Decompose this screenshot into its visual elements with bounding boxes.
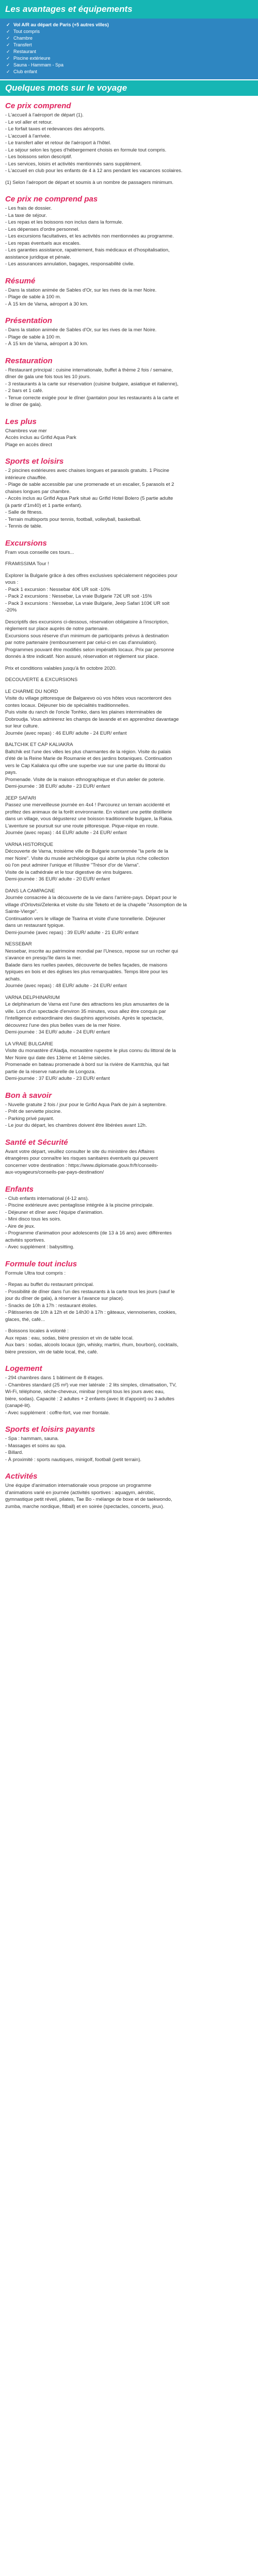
text-line: Wi-Fi, téléphone, sèche-cheveux, minibar (rempli tous les jours avec eau, (5, 1389, 165, 1395)
text-line: L'aventure se poursuit sur une route pittoresque. Pique-nique en route. (5, 823, 159, 829)
text-line: - Les boissons selon descriptif. (5, 154, 72, 160)
text-line: - Déjeuner et dîner avec l'équipe d'animation. (5, 1209, 104, 1215)
text-line: - L'accueil en club pour les enfants de 4 à 12 ans pendant les vacances scolaires. (5, 168, 183, 174)
text-line: Fram vous conseille ces tours... (5, 549, 74, 555)
text-line: donnés à titre indicatif. Non assuré, réservation et règlement sur place. (5, 654, 159, 659)
text-line: Puis visite du ranch de l'oncle Tonhko, dans les plaines interminables de (5, 709, 162, 715)
text-line: Journée (avec repas) : 48 EUR/ adulte - 24 EUR/ enfant (5, 983, 127, 989)
text-line: - Le vol aller et retour. (5, 119, 53, 125)
text-line: règlement sur place auprès de notre partenaire. (5, 626, 109, 632)
text-line: pays. (5, 770, 17, 775)
text-line: - Avec supplément : coffre-fort, vue mer frontale. (5, 1410, 110, 1416)
section-paragraph (5, 994, 253, 1036)
text-line: typiques en bois et des églises les plus remarquables. Temps libre pour les (5, 969, 168, 975)
text-line: VARNA DELPHINARIUM (5, 994, 60, 1001)
advantage-label: Vol A/R au départ de Paris (+5 autres villes) (13, 22, 109, 27)
text-line: - Massages et soins au spa. (5, 1443, 67, 1449)
text-line: s'avance en presqu'île dans la mer. (5, 955, 82, 961)
section-paragraph (5, 287, 253, 308)
text-line: - Nuvelle gratuite 2 fois / jour pour le Grifid Aqua Park de juin à septembre. (5, 1101, 167, 1108)
section-paragraph (5, 741, 253, 790)
text-line: - Les excursions facultatives, et les activités non mentionnées au programme. (5, 233, 174, 239)
text-line: NESSEBAR (5, 941, 32, 947)
text-line: vous : (5, 580, 19, 585)
text-line: DANS LA CAMPAGNE (5, 888, 55, 894)
text-line: Avant votre départ, veuillez consulter le site du ministère des Affaires (5, 1148, 155, 1155)
text-line: activités sportives. (5, 1237, 45, 1243)
advantage-label: Club enfant (13, 69, 38, 74)
text-line: - Le séjour selon les types d'hébergement choisis en formule tout compris. (5, 147, 167, 153)
advantage-item (6, 55, 252, 62)
text-line: - Restaurant principal : cuisine internationale, buffet à thème 2 fois / semaine, (5, 367, 173, 373)
logement-heading: Logement (5, 1364, 42, 1373)
text-line: mer Noire". Visite du musée archéologique qui abrite la plus riche collection (5, 855, 169, 861)
advantage-item (6, 35, 252, 42)
section-paragraph (5, 676, 253, 684)
text-line: - Accès inclus au Grifid Aqua Park situé au Grifid Hotel Bolero (5 partie adulte (5, 496, 173, 501)
text-line: VARNA HISTORIQUE (5, 841, 54, 848)
text-line: Visite du village pittoresque de Balgarevo où vos hôtes vous raconteront des (5, 696, 171, 701)
advantages-panel (0, 19, 258, 79)
advantage-label: Tout compris (13, 29, 40, 34)
advantage-label: Restaurant (13, 49, 37, 54)
text-line: Aux repas : eau, sodas, bière pression et vin de table local. (5, 1335, 134, 1341)
section-paragraph (5, 367, 253, 409)
trip-header (0, 80, 258, 96)
text-line: Découverte de Varna, troisième ville de Bulgarie surnommée "la perle de la (5, 849, 168, 854)
text-line: - 2 bars et 1 café. (5, 388, 43, 394)
section-paragraph (5, 841, 253, 883)
text-line: (1) Selon l'aéroport de départ et soumis à un nombre de passagers minimum. (5, 179, 174, 185)
text-line: - Possibilité de dîner dans l'un des restaurants à la carte tous les jours (sauf le (5, 1289, 175, 1295)
enfants-heading: Enfants (5, 1184, 34, 1194)
text-line: - Le jour du départ, les chambres doivent être libérées avant 12h. (5, 1123, 147, 1128)
section-paragraph (5, 549, 253, 556)
text-line: Dobroudja. Vous admirerez les champs de lavande et en apprendrez davantage (5, 716, 179, 722)
section-paragraph (5, 1148, 253, 1176)
text-line: - Parking privé payant. (5, 1115, 55, 1122)
text-line: dîner de gala une fois tous les 10 jours. (5, 374, 91, 380)
text-line: - Les frais de dossier. (5, 206, 52, 211)
text-line: - La taxe de séjour. (5, 212, 47, 218)
section-paragraph (5, 428, 253, 449)
text-line: - Piscine extérieure avec pentaglisse intégrée à la piscine principale. (5, 1202, 154, 1208)
text-line: Demi-journée (avec repas) : 39 EUR/ adulte - 21 EUR/ enfant (5, 929, 139, 936)
text-line: - Repas au buffet du restaurant principal. (5, 1282, 94, 1287)
text-line: - Le transfert aller et retour de l'aéroport à l'hôtel. (5, 140, 111, 146)
text-line: - Club enfants international (4-12 ans). (5, 1195, 89, 1201)
text-line: - À proximité : sports nautiques, minigolf, football (petit terrain). (5, 1456, 142, 1463)
text-line: JEEP SAFARI (5, 795, 37, 801)
advantage-label: Transfert (13, 42, 32, 47)
advantages-list (6, 22, 252, 75)
formule-tout-inclus-heading: Formule tout inclus (5, 1259, 77, 1268)
text-line: Aux bars : sodas, alcools locaux (gin, whisky, martini, rhum, bourbon), cocktails, (5, 1342, 179, 1348)
text-line: Visite de la cathédrale et le tour digestive de vins bulgares. (5, 869, 133, 875)
text-line: sur leur culture. (5, 723, 39, 729)
text-line: Sainte-Vierge". (5, 909, 38, 914)
text-line: Journée (avec repas) : 46 EUR/ adulte - 24 EUR/ enfant (5, 730, 127, 736)
text-line: village d'Orlovtsi/Zelenka et visite du site Teketo et de la chapelle "Assomption de la (5, 902, 187, 908)
text-line: d'été de la Reine Marie de Roumanie et des jardins botaniques. Continuation (5, 756, 172, 761)
text-line: - Dans la station animée de Sables d'Or, sur les rives de la mer Noire. (5, 287, 157, 293)
text-line: FRAMISSIMA Tour ! (5, 561, 49, 567)
section-paragraph (5, 572, 253, 614)
text-line: Prix et conditions valables jusqu'à fin octobre 2020. (5, 665, 117, 671)
text-line: - Dans la station animée de Sables d'Or, sur les rives de la mer Noire. (5, 327, 157, 333)
section-paragraph (5, 941, 253, 990)
text-line: profitez des animaux de la forêt environnante. En visitant une petite distillerie (5, 809, 172, 815)
check-icon: ✓ (6, 69, 10, 74)
text-line: - Pack 1 excursion : Nessebar 40€ UR soit -10% (5, 586, 110, 592)
text-line: Promenade en bateau promenade à bord sur la rivière de Kamtchia, qui fait (5, 1062, 169, 1067)
section-paragraph (5, 619, 253, 660)
check-icon: ✓ (6, 49, 10, 54)
section-paragraph (5, 205, 253, 268)
advantage-item (6, 62, 252, 69)
text-line: - 294 chambres dans 1 bâtiment de 8 étages. (5, 1375, 104, 1381)
sante-et-securite-heading: Santé et Sécurité (5, 1138, 68, 1147)
text-line: par notre partenaire (remboursement par celui-ci en cas d'annulation). (5, 640, 157, 646)
text-line: - Prêt de serviette piscine. (5, 1109, 62, 1114)
text-line: intérieure chauffée. (5, 474, 47, 481)
text-line: assistance juridique et pénale. (5, 254, 71, 260)
text-line: - Tennis de table. (5, 523, 43, 529)
text-line: (canapé-lit). (5, 1403, 31, 1409)
text-line: - L'accueil à l'aéroport de départ (1). (5, 112, 84, 118)
text-line: - Tenue correcte exigée pour le dîner (pantalon pour les restaurants à la carte et (5, 395, 179, 401)
text-line: Journée (avec repas) : 44 EUR/ adulte - 24 EUR/ enfant (5, 830, 127, 836)
text-line: jour du dîner de gala), à réserver à l'avance sur place). (5, 1296, 124, 1301)
section-paragraph (5, 1435, 253, 1463)
text-line: Chambres vue mer (5, 428, 47, 434)
les-plus-heading: Les plus (5, 417, 37, 426)
advantage-item (6, 48, 252, 55)
text-line: Programmes pouvant être modifiés selon impératifs locaux. Prix par personne (5, 647, 174, 653)
resume-heading: Résumé (5, 276, 36, 285)
text-line: - Pâtisseries de 10h à 12h et de 14h30 à 17h : gâteaux, viennoiseries, cookies, (5, 1310, 177, 1315)
text-line: Mer Noire qui date des 13ème et 14ème siècles. (5, 1055, 111, 1061)
text-line: - Les repas éventuels aux escales. (5, 240, 81, 246)
text-line: zumba, marche nordique, fitball) et en soirée (spectacles, concerts, jeux). (5, 1503, 165, 1510)
text-line: Demi-journée : 34 EUR/ adulte - 24 EUR/ enfant (5, 1029, 110, 1035)
text-line: - Snacks de 10h à 17h : restaurant étoiles. (5, 1302, 98, 1309)
section-paragraph (5, 1328, 253, 1355)
section-paragraph (5, 179, 253, 187)
text-line: - Le forfait taxes et redevances des aéroports. (5, 126, 105, 132)
text-line: le dîner de gala). (5, 402, 42, 408)
section-paragraph (5, 1375, 253, 1416)
text-line: Une équipe d'animation internationale vous propose un programme (5, 1483, 152, 1488)
text-line: Nessebar, inscrite au patrimoine mondial par l'Unesco, repose sur un rocher qui (5, 948, 179, 954)
text-line: d'animations varié en journée (activités sportives : aquagym, aérobic, (5, 1489, 155, 1496)
text-line: - Terrain multisports pour tennis, football, volleyball, basketball. (5, 516, 141, 522)
text-line: - Boissons locales à volonté : (5, 1328, 69, 1334)
text-line: l'intelligence extraordinaire des dauphins apprivoisés. Après le spectacle, (5, 1015, 164, 1021)
activites-heading: Activités (5, 1472, 38, 1481)
section-paragraph (5, 112, 253, 175)
text-line: concerner votre destination : https://www.diplomatie.gouv.fr/fr/conseils- (5, 1162, 158, 1168)
section-paragraph (5, 1482, 253, 1510)
text-line: - Les services, loisirs et activités mentionnés sans supplément. (5, 161, 142, 167)
section-paragraph (5, 327, 253, 348)
text-line: - Mini disco tous les soirs. (5, 1216, 61, 1222)
text-line: - À 15 km de Varna, aéroport à 30 km. (5, 301, 88, 307)
text-line: - Plage de sable accessible par une promenade et un escalier, 5 parasols et 2 (5, 482, 174, 487)
text-line: aux-voyageurs/conseils-par-pays-destination/ (5, 1170, 104, 1175)
text-line: - Pack 3 excursions : Nessebar, La vraie Bulgarie, Jeep Safari 103€ UR soit (5, 600, 170, 606)
restauration-heading: Restauration (5, 356, 53, 365)
text-line: où l'on peut admirer l'unique et l'illustre "Trésor d'or de Varna". (5, 862, 140, 868)
text-line: - Spa : hammam, sauna. (5, 1436, 59, 1442)
ce-prix-comprend-heading: Ce prix comprend (5, 101, 71, 110)
text-line: - 3 restaurants à la carte sur réservation (cuisine bulgare, asiatique et italienne), (5, 381, 179, 387)
text-line: découvrez l'une des plus belles vues de la mer Noire. (5, 1022, 121, 1028)
text-line: BALTCHIK ET CAP KALIAKRA (5, 742, 73, 748)
text-line: Descriptifs des excursions ci-dessous, réservation obligatoire à l'inscription, (5, 619, 169, 625)
presentation-heading: Présentation (5, 316, 52, 325)
text-line: - L'accueil à l'arrivée. (5, 133, 51, 139)
text-line: -20% (5, 607, 17, 613)
text-line: Demi-journée : 38 EUR/ adulte - 23 EUR/ enfant (5, 784, 110, 789)
text-line: - Pack 2 excursions : Nessebar, La vraie Bulgarie 72€ UR soit -15% (5, 594, 152, 599)
advantage-label: Chambre (13, 36, 33, 41)
advantage-item (6, 69, 252, 75)
text-line: Plage en accès direct (5, 442, 52, 448)
text-line: vers le Cap Kaliakra qui offre une superbe vue sur une partie du littoral du (5, 762, 166, 769)
sports-et-loisirs-payants-heading: Sports et loisirs payants (5, 1425, 95, 1434)
section-paragraph (5, 1101, 253, 1129)
text-line: - Avec supplément : babysitting. (5, 1244, 74, 1250)
advantage-item (6, 28, 252, 35)
text-line: LA VRAIE BULGARIE (5, 1041, 53, 1047)
text-line: - Les dépenses d'ordre personnel. (5, 226, 79, 232)
text-line: glaces, thé, café... (5, 1316, 45, 1323)
text-line: Formule Ultra tout compris : (5, 1270, 66, 1276)
text-line: - Aire de jeux. (5, 1223, 36, 1229)
text-line: Continuation vers le village de Tsarina et visite d'une tonnellerie. Déjeuner (5, 916, 166, 922)
text-line: contes locaux. Déjeuner bio de spécialités traditionnelles. (5, 702, 130, 708)
text-line: - Plage de sable à 100 m. (5, 334, 61, 340)
section-paragraph (5, 1041, 253, 1082)
check-icon: ✓ (6, 36, 10, 41)
text-line: Le delphinarium de Varna est l'une des attractions les plus amusantes de la (5, 1002, 169, 1007)
check-icon: ✓ (6, 62, 10, 67)
text-line: dans un village, vous dégusterez une boisson traditionnelle bulgare, la Rakia. (5, 816, 173, 822)
text-line: Excursions sous réserve d'un minimum de participants prévus à destination (5, 633, 169, 639)
text-line: gymnastique petit réveil, pilates, Tae Bo - mélange de boxe et de taekwondo, (5, 1497, 172, 1502)
text-line: - Salle de fitness. (5, 510, 43, 515)
text-line: Baltchik est l'une des villes les plus charmantes de la région. Visite du palais (5, 749, 171, 755)
advantage-label: Piscine extérieure (13, 56, 51, 61)
text-line: - Programme d'animation pour adolescents (de 13 à 16 ans) avec différentes (5, 1230, 172, 1236)
check-icon: ✓ (6, 42, 10, 47)
text-line: Passez une merveilleuse journée en 4x4 ! Parcourez un terrain accidenté et (5, 802, 170, 808)
trip-title: Quelques mots sur le voyage (5, 83, 127, 93)
text-line: - Les assurances annulation, bagages, responsabilité civile. (5, 261, 135, 267)
section-paragraph (5, 888, 253, 937)
trip-content (0, 102, 258, 1510)
text-line: Balade dans les ruelles pavées, découverte de belles façades, de maisons (5, 962, 168, 968)
text-line: dans un restaurant typique. (5, 923, 65, 928)
advantages-title: Les avantages et équipements (5, 4, 133, 14)
check-icon: ✓ (6, 29, 10, 34)
text-line: Accès inclus au Grifid Aqua Park (5, 435, 76, 440)
text-line: - Les garanties assistance, rapatriement, frais médicaux et d'hospitalisation, (5, 247, 170, 253)
text-line: - Plage de sable à 100 m. (5, 294, 61, 300)
section-paragraph (5, 561, 253, 568)
section-paragraph (5, 1195, 253, 1251)
text-line: - À 15 km de Varna, aéroport à 30 km. (5, 341, 88, 347)
excursions-heading: Excursions (5, 538, 47, 548)
advantage-item (6, 42, 252, 48)
text-line: Demi-journée : 37 EUR/ adulte - 23 EUR/ enfant (5, 1076, 110, 1081)
text-line: - Chambres standard (25 m²) vue mer latérale : 2 lits simples, climatisation, TV, (5, 1382, 177, 1388)
advantage-label: Sauna - Hammam - Spa (13, 62, 64, 67)
check-icon: ✓ (6, 22, 10, 27)
text-line: Promenade. Visite de la maison ethnographique et d'un atelier de poterie. (5, 776, 165, 783)
text-line: partie de la réserve naturelle de Longoza. (5, 1069, 96, 1075)
section-paragraph (5, 665, 253, 672)
text-line: DECOUVERTE & EXCURSIONS (5, 677, 78, 683)
section-paragraph (5, 1270, 253, 1277)
text-line: - Les repas et les boissons non inclus dans la formule. (5, 219, 123, 225)
text-line: chaises longues par chambre. (5, 488, 71, 495)
text-line: ville. Lors d'un spectacle d'environ 35 minutes, vous allez être conquis par (5, 1008, 166, 1014)
text-line: - 2 piscines extérieures avec chaises longues et parasols gratuits. 1 Piscine (5, 468, 169, 473)
text-line: Explorer la Bulgarie grâce à des offres exclusives spécialement négociées pour (5, 572, 178, 579)
check-icon: ✓ (6, 56, 10, 61)
sports-et-loisirs-heading: Sports et loisirs (5, 457, 64, 466)
text-line: LE CHARME DU NORD (5, 688, 58, 694)
text-line: bière pression, vin de table local, thé, café. (5, 1349, 99, 1355)
ce-prix-ne-comprend-pas-heading: Ce prix ne comprend pas (5, 195, 98, 204)
text-line: bière, sodas). Capacité : 2 adultes + 2 enfants (avec lit d'appoint) ou 3 adultes (5, 1396, 174, 1402)
text-line: achats. (5, 976, 21, 982)
text-line: (à partir d'1m40) et 1 partie enfant). (5, 502, 83, 509)
advantage-item (6, 22, 252, 28)
bon-a-savoir-heading: Bon à savoir (5, 1091, 52, 1100)
text-line: Journée consacrée à la découverte de la vie dans l'arrière-pays. Départ pour le (5, 895, 177, 901)
section-paragraph (5, 467, 253, 530)
text-line: étrangères pour connaître les risques sanitaires éventuels qui peuvent (5, 1156, 158, 1161)
section-paragraph (5, 795, 253, 837)
text-line: Demi-journée : 36 EUR/ adulte - 20 EUR/ enfant (5, 876, 110, 882)
text-line: - Billard. (5, 1450, 23, 1455)
section-paragraph (5, 688, 253, 737)
text-line: Visite du monastère d'Aladja, monastère rupestre le plus connu du littoral de la (5, 1048, 176, 1054)
advantages-header (0, 0, 258, 19)
section-paragraph (5, 1281, 253, 1323)
